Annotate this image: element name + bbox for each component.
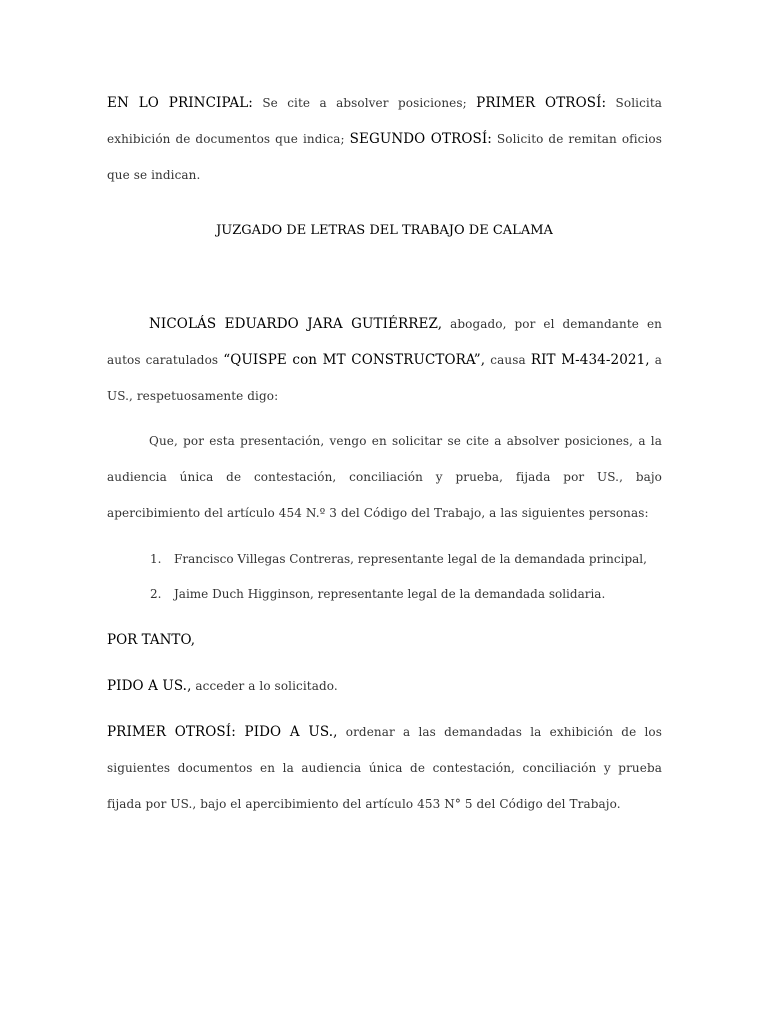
principal-label: EN LO PRINCIPAL: bbox=[107, 95, 253, 111]
intro-text-3: a US., respetuosamente digo: bbox=[107, 353, 663, 403]
primer-otrosi-paragraph bbox=[107, 714, 662, 822]
pido-paragraph bbox=[107, 676, 662, 696]
intro-paragraph bbox=[107, 306, 662, 414]
header-summary bbox=[107, 85, 662, 193]
list-item bbox=[150, 584, 605, 604]
list-text: Jaime Duch Higginson, representante legal de la demandada solidaria. bbox=[174, 587, 606, 601]
primer-otrosi-pido-text: ordenar a las demandadas la exhibición de los siguientes documentos en la audiencia única de contestación, conciliación y prueba fijada por US., bajo el apercibimiento del artículo 453 N° 5 del Código del Trabajo. bbox=[107, 725, 662, 811]
body-paragraph: Que, por esta presentación, vengo en solicitar se cite a absolver posiciones, a la audiencia única de contestación, conciliación y prueba, fijada por US., bajo apercibimiento del artículo 454 N.º 3 del Código del Trabajo, a las siguientes personas: bbox=[107, 434, 662, 520]
primer-otrosi-text: Solicita exhibición de documentos que indica; bbox=[107, 96, 663, 146]
por-tanto: POR TANTO, bbox=[107, 632, 196, 648]
pido-text: acceder a lo solicitado. bbox=[191, 679, 338, 693]
pido-label: PIDO A US., bbox=[107, 678, 192, 694]
primer-otrosi-label: PRIMER OTROSÍ: bbox=[476, 95, 607, 111]
case-name: “QUISPE con MT CONSTRUCTORA”, bbox=[223, 352, 486, 368]
principal-text: Se cite a absolver posiciones; bbox=[252, 96, 477, 110]
segundo-otrosi-text: Solicito de remitan oficios que se indican. bbox=[107, 132, 662, 182]
intro-text-1: abogado, por el demandante en autos caratulados bbox=[107, 317, 662, 367]
list-item bbox=[150, 549, 647, 569]
case-rit: RIT M-434-2021, bbox=[530, 352, 650, 368]
attorney-name: NICOLÁS EDUARDO JARA GUTIÉRREZ, bbox=[149, 316, 443, 332]
intro-text-2: causa bbox=[485, 353, 531, 367]
list-text: Francisco Villegas Contreras, representante legal de la demandada principal, bbox=[174, 552, 647, 566]
court-title: JUZGADO DE LETRAS DEL TRABAJO DE CALAMA bbox=[216, 223, 553, 238]
segundo-otrosi-label: SEGUNDO OTROSÍ: bbox=[349, 131, 492, 147]
primer-otrosi-pido-label: PRIMER OTROSÍ: PIDO A US., bbox=[107, 724, 338, 740]
list-number: 1. bbox=[150, 552, 162, 566]
list-number: 2. bbox=[150, 587, 162, 601]
